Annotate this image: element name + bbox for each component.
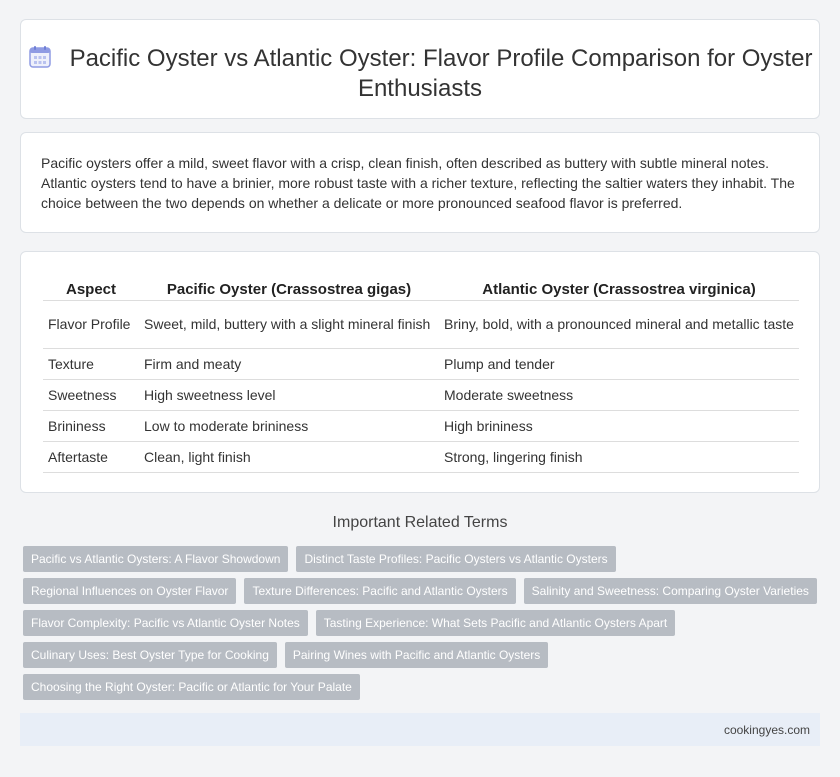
- header-atlantic: Atlantic Oyster (Crassostrea virginica): [439, 274, 799, 300]
- header-aspect: Aspect: [43, 274, 139, 300]
- related-terms-list: [23, 546, 817, 706]
- cell-pacific: Clean, light finish: [139, 441, 439, 472]
- comparison-card: [20, 251, 820, 493]
- table-row: [43, 441, 799, 472]
- cell-atlantic: Plump and tender: [439, 348, 799, 379]
- table-row: [43, 348, 799, 379]
- related-term-tag[interactable]: Salinity and Sweetness: Comparing Oyster Varieties: [524, 578, 817, 604]
- related-term-tag[interactable]: Pairing Wines with Pacific and Atlantic Oysters: [285, 642, 548, 668]
- footer: [20, 713, 820, 746]
- cell-pacific: High sweetness level: [139, 379, 439, 410]
- intro-paragraph: Pacific oysters offer a mild, sweet flavor with a crisp, clean finish, often described as buttery with subtle mineral notes. Atlantic oysters tend to have a brinier, more robust taste with a richer texture, reflecting the saltier waters they inhabit. The choice between the two depends on whether a delicate or more pronounced seafood flavor is preferred.: [41, 155, 795, 211]
- cell-aspect: Sweetness: [43, 379, 139, 410]
- table-header-row: [43, 274, 799, 300]
- cell-atlantic: Strong, lingering finish: [439, 441, 799, 472]
- related-term-tag[interactable]: Texture Differences: Pacific and Atlantic Oysters: [244, 578, 515, 604]
- cell-aspect: Texture: [43, 348, 139, 379]
- comparison-table: [43, 274, 799, 473]
- related-terms-heading: Important Related Terms: [332, 514, 508, 531]
- cell-pacific: Sweet, mild, buttery with a slight mineral finish: [139, 300, 439, 348]
- calendar-icon: [28, 45, 52, 69]
- related-term-tag[interactable]: Pacific vs Atlantic Oysters: A Flavor Showdown: [23, 546, 288, 572]
- table-row: [43, 300, 799, 348]
- related-term-tag[interactable]: Distinct Taste Profiles: Pacific Oysters vs Atlantic Oysters: [296, 546, 615, 572]
- cell-atlantic: High brininess: [439, 410, 799, 441]
- cell-aspect: Flavor Profile: [43, 300, 139, 348]
- cell-pacific: Firm and meaty: [139, 348, 439, 379]
- intro-card: [20, 132, 820, 233]
- page-title: Pacific Oyster vs Atlantic Oyster: Flavor Profile Comparison for Oyster Enthusiasts: [69, 45, 813, 102]
- header-pacific: Pacific Oyster (Crassostrea gigas): [139, 274, 439, 300]
- table-row: [43, 410, 799, 441]
- cell-aspect: Aftertaste: [43, 441, 139, 472]
- related-term-tag[interactable]: Culinary Uses: Best Oyster Type for Cooking: [23, 642, 277, 668]
- cell-aspect: Brininess: [43, 410, 139, 441]
- related-term-tag[interactable]: Flavor Complexity: Pacific vs Atlantic Oyster Notes: [23, 610, 308, 636]
- related-term-tag[interactable]: Regional Influences on Oyster Flavor: [23, 578, 236, 604]
- related-term-tag[interactable]: Tasting Experience: What Sets Pacific and Atlantic Oysters Apart: [316, 610, 676, 636]
- related-term-tag[interactable]: Choosing the Right Oyster: Pacific or Atlantic for Your Palate: [23, 674, 360, 700]
- title-card: [20, 19, 820, 119]
- cell-atlantic: Briny, bold, with a pronounced mineral and metallic taste: [439, 300, 799, 348]
- cell-atlantic: Moderate sweetness: [439, 379, 799, 410]
- site-name[interactable]: cookingyes.com: [723, 723, 810, 737]
- cell-pacific: Low to moderate brininess: [139, 410, 439, 441]
- table-row: [43, 379, 799, 410]
